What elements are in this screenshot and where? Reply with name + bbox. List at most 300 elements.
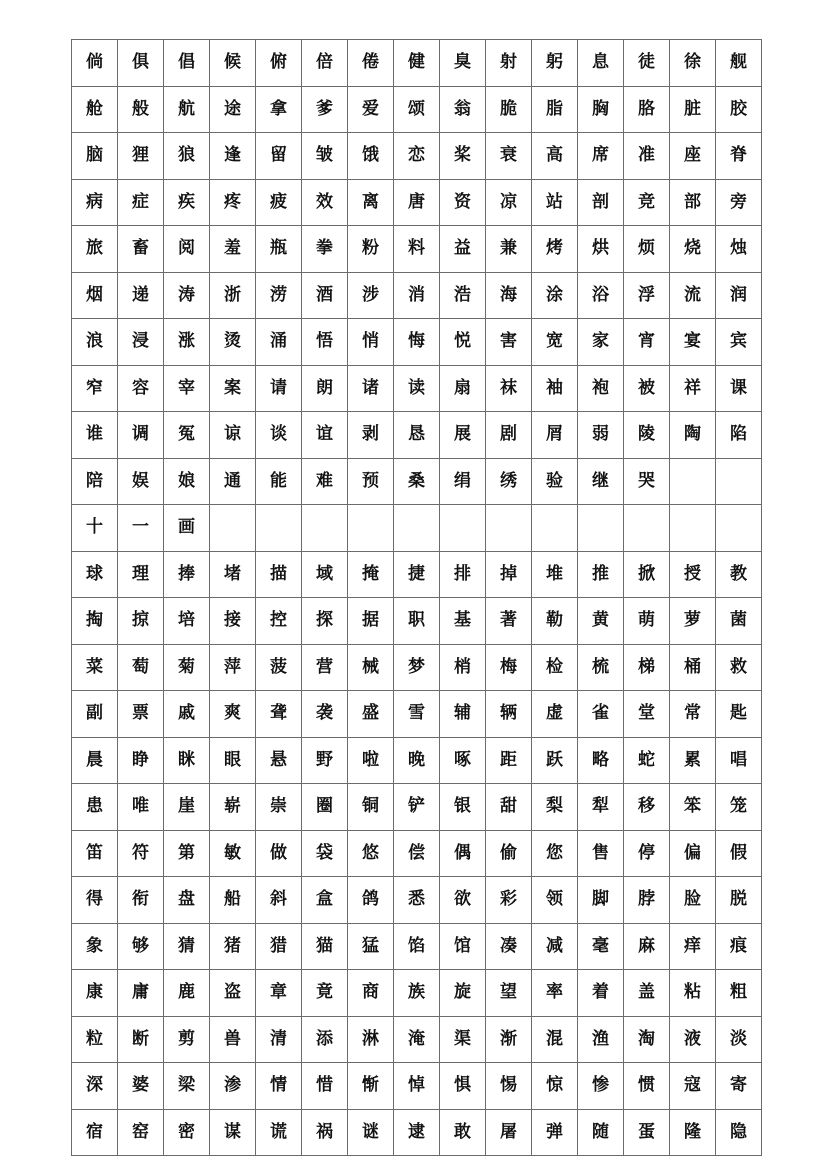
character-cell: 悄 — [348, 319, 394, 366]
grid-body — [72, 40, 762, 1156]
character-cell: 离 — [348, 179, 394, 226]
character-cell: 掩 — [348, 551, 394, 598]
character-cell: 脖 — [624, 877, 670, 924]
character-cell: 排 — [440, 551, 486, 598]
character-cell: 球 — [72, 551, 118, 598]
character-cell: 候 — [210, 40, 256, 87]
character-cell: 痕 — [716, 923, 762, 970]
table-row — [72, 133, 762, 180]
character-cell: 渠 — [440, 1016, 486, 1063]
character-cell: 商 — [348, 970, 394, 1017]
character-cell: 凉 — [486, 179, 532, 226]
character-sheet — [71, 39, 762, 1156]
character-cell: 羞 — [210, 226, 256, 273]
character-cell: 倍 — [302, 40, 348, 87]
character-cell: 脑 — [72, 133, 118, 180]
table-row — [72, 644, 762, 691]
character-cell: 菠 — [256, 644, 302, 691]
character-cell: 涛 — [164, 272, 210, 319]
character-cell: 淋 — [348, 1016, 394, 1063]
character-cell: 寇 — [670, 1063, 716, 1110]
character-cell: 能 — [256, 458, 302, 505]
character-cell: 停 — [624, 830, 670, 877]
character-cell: 培 — [164, 598, 210, 645]
character-cell: 域 — [302, 551, 348, 598]
character-cell: 鸽 — [348, 877, 394, 924]
character-cell: 娘 — [164, 458, 210, 505]
character-cell: 菌 — [716, 598, 762, 645]
character-cell: 俯 — [256, 40, 302, 87]
table-row — [72, 877, 762, 924]
character-cell: 朗 — [302, 365, 348, 412]
character-cell: 绢 — [440, 458, 486, 505]
character-cell: 航 — [164, 86, 210, 133]
character-cell: 酒 — [302, 272, 348, 319]
character-cell: 够 — [118, 923, 164, 970]
character-cell: 资 — [440, 179, 486, 226]
character-cell: 啦 — [348, 737, 394, 784]
character-cell: 基 — [440, 598, 486, 645]
character-cell: 谎 — [256, 1109, 302, 1156]
character-cell: 旁 — [716, 179, 762, 226]
character-cell: 勒 — [532, 598, 578, 645]
table-row — [72, 1016, 762, 1063]
character-cell: 康 — [72, 970, 118, 1017]
character-cell: 鹿 — [164, 970, 210, 1017]
character-cell: 浩 — [440, 272, 486, 319]
character-cell: 十 — [72, 505, 118, 552]
character-cell: 绣 — [486, 458, 532, 505]
character-cell: 菊 — [164, 644, 210, 691]
character-cell: 票 — [118, 691, 164, 738]
character-cell: 毫 — [578, 923, 624, 970]
character-cell: 笨 — [670, 784, 716, 831]
character-cell: 烟 — [72, 272, 118, 319]
character-cell: 理 — [118, 551, 164, 598]
character-cell: 烤 — [532, 226, 578, 273]
character-cell: 蛇 — [624, 737, 670, 784]
character-cell: 淹 — [394, 1016, 440, 1063]
character-cell: 领 — [532, 877, 578, 924]
character-cell: 隐 — [716, 1109, 762, 1156]
character-cell: 难 — [302, 458, 348, 505]
character-cell: 竟 — [302, 970, 348, 1017]
character-cell: 惨 — [578, 1063, 624, 1110]
character-cell: 被 — [624, 365, 670, 412]
character-cell: 唐 — [394, 179, 440, 226]
character-cell: 寄 — [716, 1063, 762, 1110]
character-cell: 逢 — [210, 133, 256, 180]
character-cell: 患 — [72, 784, 118, 831]
character-cell — [486, 505, 532, 552]
character-cell: 倦 — [348, 40, 394, 87]
character-cell: 倡 — [164, 40, 210, 87]
character-cell: 盒 — [302, 877, 348, 924]
character-cell: 兼 — [486, 226, 532, 273]
table-row — [72, 319, 762, 366]
character-cell: 烘 — [578, 226, 624, 273]
character-cell: 脸 — [670, 877, 716, 924]
character-cell: 堵 — [210, 551, 256, 598]
character-cell: 船 — [210, 877, 256, 924]
character-cell: 谅 — [210, 412, 256, 459]
character-cell: 谜 — [348, 1109, 394, 1156]
character-cell: 桨 — [440, 133, 486, 180]
character-cell: 掀 — [624, 551, 670, 598]
character-cell: 掏 — [72, 598, 118, 645]
character-cell: 粘 — [670, 970, 716, 1017]
character-cell: 庸 — [118, 970, 164, 1017]
character-cell: 弹 — [532, 1109, 578, 1156]
character-cell: 悼 — [394, 1063, 440, 1110]
character-cell: 跃 — [532, 737, 578, 784]
table-row — [72, 505, 762, 552]
character-cell: 诸 — [348, 365, 394, 412]
character-cell: 混 — [532, 1016, 578, 1063]
character-cell: 悉 — [394, 877, 440, 924]
character-cell: 兽 — [210, 1016, 256, 1063]
character-cell: 展 — [440, 412, 486, 459]
character-cell: 偷 — [486, 830, 532, 877]
character-cell: 弱 — [578, 412, 624, 459]
table-row — [72, 1109, 762, 1156]
character-cell: 猪 — [210, 923, 256, 970]
character-cell: 犁 — [578, 784, 624, 831]
character-cell: 恋 — [394, 133, 440, 180]
character-cell: 桑 — [394, 458, 440, 505]
character-cell: 消 — [394, 272, 440, 319]
character-cell — [302, 505, 348, 552]
character-cell: 接 — [210, 598, 256, 645]
character-cell: 械 — [348, 644, 394, 691]
character-cell: 恳 — [394, 412, 440, 459]
character-cell: 窑 — [118, 1109, 164, 1156]
character-cell — [348, 505, 394, 552]
character-cell: 铜 — [348, 784, 394, 831]
character-cell: 银 — [440, 784, 486, 831]
character-cell: 盘 — [164, 877, 210, 924]
character-cell: 惊 — [532, 1063, 578, 1110]
character-cell: 家 — [578, 319, 624, 366]
character-cell: 甜 — [486, 784, 532, 831]
character-cell: 涉 — [348, 272, 394, 319]
character-cell: 陷 — [716, 412, 762, 459]
character-cell — [210, 505, 256, 552]
character-cell: 做 — [256, 830, 302, 877]
character-cell: 盛 — [348, 691, 394, 738]
character-cell: 梯 — [624, 644, 670, 691]
character-cell: 梨 — [532, 784, 578, 831]
character-cell: 浸 — [118, 319, 164, 366]
character-cell: 脊 — [716, 133, 762, 180]
character-cell: 涂 — [532, 272, 578, 319]
character-cell: 烛 — [716, 226, 762, 273]
character-cell: 症 — [118, 179, 164, 226]
character-cell: 偿 — [394, 830, 440, 877]
character-cell: 液 — [670, 1016, 716, 1063]
character-cell: 容 — [118, 365, 164, 412]
character-cell: 舰 — [716, 40, 762, 87]
character-cell: 翁 — [440, 86, 486, 133]
character-cell: 粉 — [348, 226, 394, 273]
character-cell: 悟 — [302, 319, 348, 366]
character-cell: 部 — [670, 179, 716, 226]
character-cell: 您 — [532, 830, 578, 877]
character-cell: 淘 — [624, 1016, 670, 1063]
character-cell: 谊 — [302, 412, 348, 459]
character-cell: 常 — [670, 691, 716, 738]
character-cell: 袋 — [302, 830, 348, 877]
character-cell: 脏 — [670, 86, 716, 133]
character-cell: 胸 — [578, 86, 624, 133]
character-cell: 惕 — [486, 1063, 532, 1110]
table-row — [72, 179, 762, 226]
character-cell: 眼 — [210, 737, 256, 784]
character-cell: 梦 — [394, 644, 440, 691]
character-cell: 假 — [716, 830, 762, 877]
character-cell: 验 — [532, 458, 578, 505]
table-row — [72, 458, 762, 505]
character-cell: 淡 — [716, 1016, 762, 1063]
character-cell: 堂 — [624, 691, 670, 738]
character-cell: 悦 — [440, 319, 486, 366]
character-cell: 黄 — [578, 598, 624, 645]
character-cell: 宴 — [670, 319, 716, 366]
character-cell: 陵 — [624, 412, 670, 459]
character-cell: 崖 — [164, 784, 210, 831]
character-cell — [670, 458, 716, 505]
character-cell — [670, 505, 716, 552]
character-cell: 谈 — [256, 412, 302, 459]
character-cell — [716, 458, 762, 505]
character-cell: 掉 — [486, 551, 532, 598]
character-cell: 惭 — [348, 1063, 394, 1110]
character-cell: 剪 — [164, 1016, 210, 1063]
character-cell: 浴 — [578, 272, 624, 319]
character-cell: 梢 — [440, 644, 486, 691]
character-cell: 匙 — [716, 691, 762, 738]
character-cell: 猎 — [256, 923, 302, 970]
character-cell: 饿 — [348, 133, 394, 180]
character-cell: 敏 — [210, 830, 256, 877]
character-cell: 馆 — [440, 923, 486, 970]
character-cell: 唯 — [118, 784, 164, 831]
character-cell: 涨 — [164, 319, 210, 366]
character-cell: 浮 — [624, 272, 670, 319]
character-cell: 站 — [532, 179, 578, 226]
character-cell: 辅 — [440, 691, 486, 738]
character-cell: 猫 — [302, 923, 348, 970]
character-cell: 隆 — [670, 1109, 716, 1156]
character-cell: 海 — [486, 272, 532, 319]
character-cell: 捷 — [394, 551, 440, 598]
character-cell: 密 — [164, 1109, 210, 1156]
character-cell: 胶 — [716, 86, 762, 133]
character-cell: 益 — [440, 226, 486, 273]
character-cell: 圈 — [302, 784, 348, 831]
character-cell: 减 — [532, 923, 578, 970]
character-cell — [394, 505, 440, 552]
character-cell: 徒 — [624, 40, 670, 87]
character-cell: 病 — [72, 179, 118, 226]
character-cell: 健 — [394, 40, 440, 87]
character-cell: 捧 — [164, 551, 210, 598]
character-cell: 衰 — [486, 133, 532, 180]
character-cell: 通 — [210, 458, 256, 505]
character-cell: 宵 — [624, 319, 670, 366]
character-cell: 掠 — [118, 598, 164, 645]
character-cell: 雀 — [578, 691, 624, 738]
character-cell: 麻 — [624, 923, 670, 970]
character-cell: 瓶 — [256, 226, 302, 273]
character-cell: 累 — [670, 737, 716, 784]
character-cell: 唱 — [716, 737, 762, 784]
character-cell: 脚 — [578, 877, 624, 924]
character-cell: 略 — [578, 737, 624, 784]
character-cell: 哭 — [624, 458, 670, 505]
character-cell: 拿 — [256, 86, 302, 133]
character-cell: 衔 — [118, 877, 164, 924]
character-cell: 息 — [578, 40, 624, 87]
character-cell: 剖 — [578, 179, 624, 226]
character-cell: 胳 — [624, 86, 670, 133]
character-cell: 爽 — [210, 691, 256, 738]
character-cell: 晚 — [394, 737, 440, 784]
character-cell: 粗 — [716, 970, 762, 1017]
character-cell: 教 — [716, 551, 762, 598]
character-cell: 逮 — [394, 1109, 440, 1156]
character-cell: 袜 — [486, 365, 532, 412]
character-cell: 族 — [394, 970, 440, 1017]
table-row — [72, 272, 762, 319]
table-row — [72, 1063, 762, 1110]
character-cell: 睁 — [118, 737, 164, 784]
character-cell: 笛 — [72, 830, 118, 877]
character-cell: 堆 — [532, 551, 578, 598]
character-cell: 祥 — [670, 365, 716, 412]
character-cell: 痒 — [670, 923, 716, 970]
table-row — [72, 40, 762, 87]
character-cell: 桶 — [670, 644, 716, 691]
character-cell: 拳 — [302, 226, 348, 273]
character-cell: 惧 — [440, 1063, 486, 1110]
character-cell: 萄 — [118, 644, 164, 691]
character-cell: 移 — [624, 784, 670, 831]
character-cell: 授 — [670, 551, 716, 598]
table-row — [72, 365, 762, 412]
character-cell: 象 — [72, 923, 118, 970]
character-cell: 递 — [118, 272, 164, 319]
character-cell: 袭 — [302, 691, 348, 738]
character-cell: 推 — [578, 551, 624, 598]
character-cell: 一 — [118, 505, 164, 552]
character-cell — [440, 505, 486, 552]
character-cell: 读 — [394, 365, 440, 412]
character-cell — [624, 505, 670, 552]
character-cell: 随 — [578, 1109, 624, 1156]
character-cell: 高 — [532, 133, 578, 180]
character-cell: 准 — [624, 133, 670, 180]
character-cell: 渗 — [210, 1063, 256, 1110]
character-cell: 添 — [302, 1016, 348, 1063]
character-cell: 渔 — [578, 1016, 624, 1063]
character-cell: 谋 — [210, 1109, 256, 1156]
character-cell: 般 — [118, 86, 164, 133]
character-cell: 冤 — [164, 412, 210, 459]
character-cell: 剧 — [486, 412, 532, 459]
character-cell: 萍 — [210, 644, 256, 691]
character-cell — [578, 505, 624, 552]
table-row — [72, 970, 762, 1017]
character-cell: 菜 — [72, 644, 118, 691]
character-cell: 娱 — [118, 458, 164, 505]
character-cell: 眯 — [164, 737, 210, 784]
character-cell: 情 — [256, 1063, 302, 1110]
character-cell: 请 — [256, 365, 302, 412]
character-cell: 梳 — [578, 644, 624, 691]
character-cell: 旋 — [440, 970, 486, 1017]
character-cell: 案 — [210, 365, 256, 412]
character-cell: 狼 — [164, 133, 210, 180]
character-cell: 徐 — [670, 40, 716, 87]
character-cell: 烫 — [210, 319, 256, 366]
character-cell: 爹 — [302, 86, 348, 133]
character-cell: 害 — [486, 319, 532, 366]
character-cell: 断 — [118, 1016, 164, 1063]
character-cell: 疲 — [256, 179, 302, 226]
table-row — [72, 737, 762, 784]
character-cell: 符 — [118, 830, 164, 877]
character-cell: 欲 — [440, 877, 486, 924]
character-cell: 章 — [256, 970, 302, 1017]
character-cell: 俱 — [118, 40, 164, 87]
table-row — [72, 598, 762, 645]
character-cell: 皱 — [302, 133, 348, 180]
character-cell: 脂 — [532, 86, 578, 133]
character-cell: 途 — [210, 86, 256, 133]
character-cell: 窄 — [72, 365, 118, 412]
character-cell: 惯 — [624, 1063, 670, 1110]
character-cell: 陶 — [670, 412, 716, 459]
character-cell: 悬 — [256, 737, 302, 784]
character-cell: 旅 — [72, 226, 118, 273]
character-cell: 疾 — [164, 179, 210, 226]
character-cell: 舱 — [72, 86, 118, 133]
character-cell: 画 — [164, 505, 210, 552]
character-cell: 斜 — [256, 877, 302, 924]
character-cell: 竞 — [624, 179, 670, 226]
character-cell: 陪 — [72, 458, 118, 505]
character-cell: 剥 — [348, 412, 394, 459]
character-cell: 着 — [578, 970, 624, 1017]
character-cell: 崭 — [210, 784, 256, 831]
character-cell: 宰 — [164, 365, 210, 412]
character-cell: 浪 — [72, 319, 118, 366]
table-row — [72, 784, 762, 831]
character-cell: 涝 — [256, 272, 302, 319]
table-row — [72, 923, 762, 970]
character-cell: 谁 — [72, 412, 118, 459]
character-cell: 爱 — [348, 86, 394, 133]
character-cell: 据 — [348, 598, 394, 645]
character-cell: 祸 — [302, 1109, 348, 1156]
character-cell: 倘 — [72, 40, 118, 87]
character-cell: 躬 — [532, 40, 578, 87]
character-cell: 烦 — [624, 226, 670, 273]
character-cell: 粒 — [72, 1016, 118, 1063]
character-cell: 婆 — [118, 1063, 164, 1110]
character-cell: 宽 — [532, 319, 578, 366]
